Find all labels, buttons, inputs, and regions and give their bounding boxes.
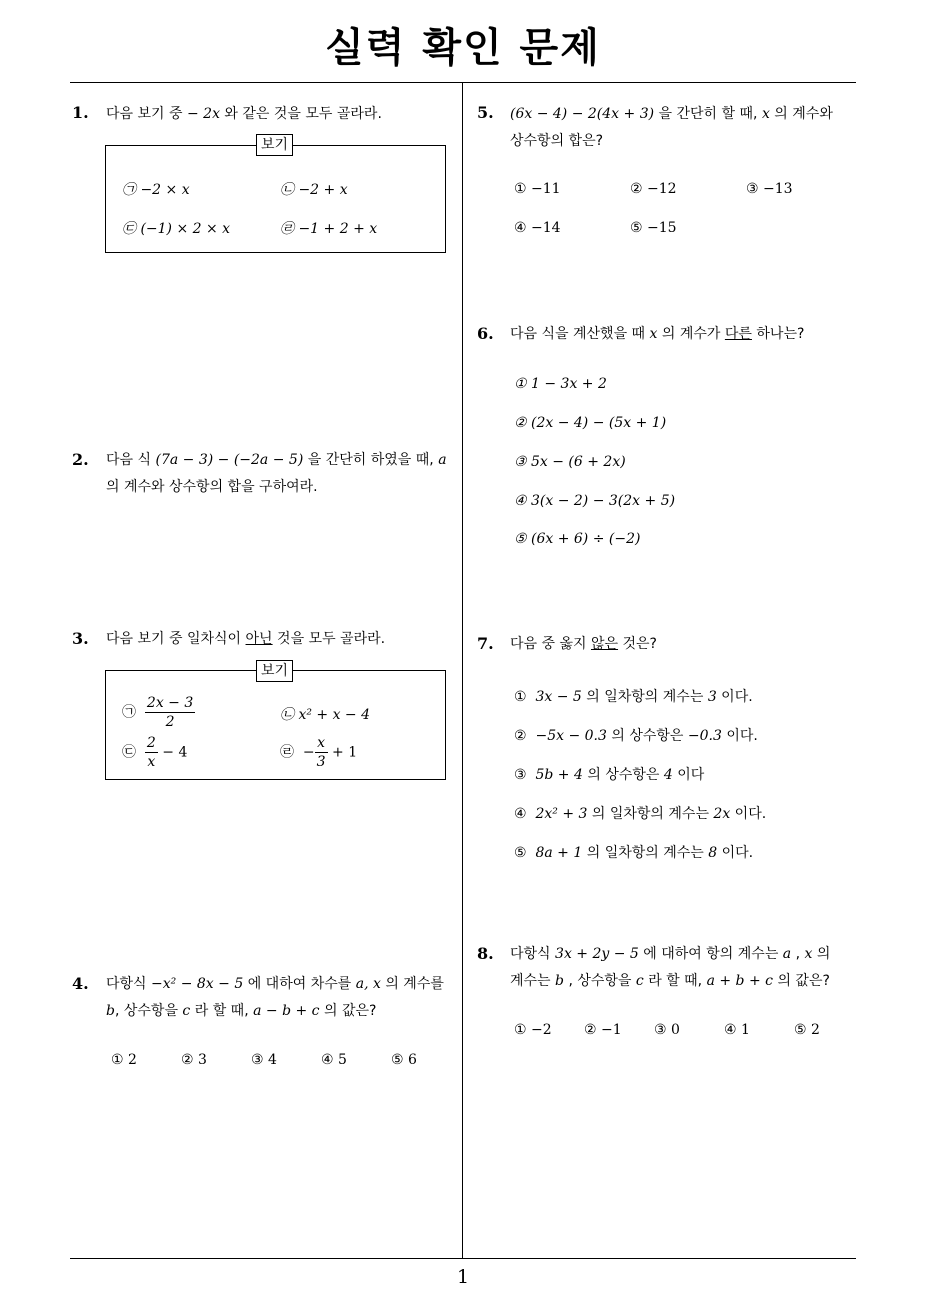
question-text: 상수항의 합은? [510, 133, 604, 149]
denominator: x [147, 754, 156, 770]
text: 의 일차항의 계수는 [582, 845, 709, 861]
math: −5x − 0.3 [535, 728, 607, 744]
math: 8 [708, 845, 718, 861]
math: a [438, 452, 447, 468]
answer-option[interactable] [514, 842, 753, 862]
text: 의 값은? [319, 1003, 377, 1019]
text: 이다 [672, 767, 705, 783]
math: 5b + 4 [535, 767, 583, 783]
answer-option[interactable]: ④ 1 [724, 1022, 750, 1038]
math: a + b + c [706, 973, 773, 989]
math: −x² − 8x − 5 [151, 976, 244, 992]
question-text [106, 447, 447, 474]
text: 의 계수가 [657, 326, 725, 342]
text: 의 상수항은 [582, 767, 664, 783]
example-item: ㉣ −1 + 2 + x [280, 221, 378, 237]
text: 의 일차항의 계수는 [581, 689, 708, 705]
expression-tail: + 1 [327, 744, 358, 761]
math: 3x + 2y − 5 [555, 946, 639, 962]
numerator: x [315, 734, 328, 753]
text: 계수는 [510, 973, 556, 989]
answer-option[interactable] [514, 725, 758, 745]
text: 다음 식을 계산했을 때 [510, 326, 650, 342]
text: 이다. [730, 806, 767, 822]
sign: − [302, 744, 315, 761]
text: 을 간단히 하였을 때, [303, 452, 439, 468]
text: 의 계수와 [769, 106, 833, 122]
option-mark: ④ [514, 806, 527, 822]
example-box-label: 보기 [256, 134, 293, 156]
expression-tail: − 4 [157, 744, 188, 761]
answer-option[interactable]: ⑤ (6x + 6) ÷ (−2) [514, 531, 641, 547]
item-mark: ㉣ [280, 744, 294, 761]
text: 에 대하여 항의 계수는 [638, 946, 783, 962]
math: x [761, 106, 770, 122]
answer-option[interactable]: ③ 4 [251, 1052, 277, 1068]
option-mark: ② [514, 728, 527, 744]
math: (7a − 3) − (−2a − 5) [155, 452, 304, 468]
fraction [315, 734, 328, 771]
example-item [122, 694, 195, 731]
math: a − b + c [253, 1003, 320, 1019]
option-mark: ① [514, 689, 527, 705]
answer-option[interactable] [514, 686, 753, 706]
math: b [555, 973, 564, 989]
text: 다음 보기 중 [106, 106, 187, 122]
text: 을 간단히 할 때, [654, 106, 762, 122]
underlined-text: 않은 [590, 636, 619, 652]
question-number: 2. [72, 450, 89, 469]
text: 라 할 때, [643, 973, 707, 989]
example-item: ㉠ −2 × x [122, 182, 190, 198]
underlined-text: 아닌 [245, 631, 273, 647]
page-number: 1 [456, 1266, 470, 1288]
text: 이다. [721, 728, 758, 744]
option-mark: ⑤ [514, 845, 527, 861]
math: 3 [707, 689, 717, 705]
column-divider [462, 82, 463, 1258]
text: 것을 모두 골라라. [272, 631, 386, 647]
answer-option[interactable] [514, 764, 704, 784]
answer-option[interactable]: ① −11 [514, 181, 561, 197]
fraction [145, 694, 195, 731]
question-number: 3. [72, 629, 89, 648]
text: 다음 보기 중 일차식이 [106, 631, 246, 647]
question-number: 7. [477, 634, 494, 653]
example-item: ㉡ −2 + x [280, 182, 348, 198]
math: a, x [355, 976, 381, 992]
text: 에 대하여 차수를 [243, 976, 356, 992]
text: 이다. [716, 689, 753, 705]
math: c [635, 973, 644, 989]
denominator: 2 [165, 714, 175, 730]
answer-option[interactable]: ③ 5x − (6 + 2x) [514, 454, 626, 470]
text: 의 [812, 946, 831, 962]
question-text [106, 101, 382, 128]
fraction [145, 734, 158, 771]
bottom-rule [70, 1258, 856, 1259]
numerator: 2x − 3 [146, 695, 194, 711]
item-mark: ㉠ [122, 704, 136, 721]
question-text [106, 998, 376, 1025]
question-text [106, 626, 385, 653]
example-item [280, 734, 357, 771]
question-number: 6. [477, 324, 494, 343]
answer-option[interactable]: ⑤ 2 [794, 1022, 820, 1038]
question-text: 의 계수와 상수항의 합을 구하여라. [106, 479, 318, 495]
question-text [510, 321, 804, 348]
answer-option[interactable]: ⑤ 6 [391, 1052, 417, 1068]
math: c [182, 1003, 191, 1019]
text: , 상수항을 [114, 1003, 183, 1019]
answer-option[interactable]: ② −1 [584, 1022, 622, 1038]
text: 다항식 [106, 976, 152, 992]
text: 다음 식 [106, 452, 156, 468]
answer-option[interactable]: ② (2x − 4) − (5x + 1) [514, 415, 667, 431]
answer-option[interactable]: ② 3 [181, 1052, 207, 1068]
example-item: ㉡ x² + x − 4 [280, 707, 371, 723]
answer-option[interactable] [514, 803, 766, 823]
question-text [510, 631, 657, 658]
answer-option[interactable]: ① −2 [514, 1022, 552, 1038]
example-box-label: 보기 [256, 660, 293, 682]
answer-option[interactable]: ① 1 − 3x + 2 [514, 376, 607, 392]
math: x [649, 326, 658, 342]
text: 라 할 때, [190, 1003, 254, 1019]
option-mark: ③ [514, 767, 527, 783]
question-text [106, 971, 444, 998]
text: , 상수항을 [564, 973, 636, 989]
item-mark: ㉢ [122, 744, 136, 761]
text: 다항식 [510, 946, 556, 962]
text: 다음 중 옳지 [510, 636, 591, 652]
answer-option[interactable]: ③ −13 [746, 181, 793, 197]
math: − 2x [186, 106, 220, 122]
math: 2x [713, 806, 731, 822]
answer-option[interactable]: ① 2 [111, 1052, 137, 1068]
math: 8a + 1 [535, 845, 583, 861]
page-title: 실력 확인 문제 [325, 25, 601, 71]
answer-option[interactable]: ④ 5 [321, 1052, 347, 1068]
text: 와 같은 것을 모두 골라라. [219, 106, 382, 122]
text: 의 값은? [773, 973, 830, 989]
question-number: 1. [72, 103, 89, 122]
text: 이다. [717, 845, 754, 861]
question-text [510, 941, 830, 968]
math: −0.3 [687, 728, 722, 744]
question-number: 5. [477, 103, 494, 122]
answer-option[interactable]: ③ 0 [654, 1022, 680, 1038]
math: (6x − 4) − 2(4x + 3) [510, 106, 655, 122]
answer-option[interactable]: ⑤ −15 [630, 220, 677, 236]
text: , [791, 946, 805, 962]
math: 2x² + 3 [535, 806, 588, 822]
question-text [510, 101, 833, 128]
math: 3x − 5 [535, 689, 582, 705]
text: 것은? [618, 636, 657, 652]
math: x [804, 946, 813, 962]
text: 의 계수를 [380, 976, 444, 992]
answer-option[interactable]: ④ −14 [514, 220, 561, 236]
numerator: 2 [146, 735, 156, 751]
underlined-text: 다른 [724, 326, 752, 342]
example-item: ㉢ (−1) × 2 × x [122, 221, 231, 237]
math: 4 [663, 767, 673, 783]
text: 의 상수항은 [606, 728, 688, 744]
math: a [782, 946, 792, 962]
question-text [510, 968, 830, 995]
text: 의 일차항의 계수는 [587, 806, 714, 822]
question-number: 4. [72, 974, 89, 993]
answer-option[interactable]: ④ 3(x − 2) − 3(2x + 5) [514, 493, 676, 509]
math: b [106, 1003, 115, 1019]
text: 하나는? [751, 326, 805, 342]
question-number: 8. [477, 944, 494, 963]
answer-option[interactable]: ② −12 [630, 181, 677, 197]
denominator: 3 [316, 754, 326, 770]
top-rule [70, 82, 856, 83]
example-item [122, 734, 187, 771]
